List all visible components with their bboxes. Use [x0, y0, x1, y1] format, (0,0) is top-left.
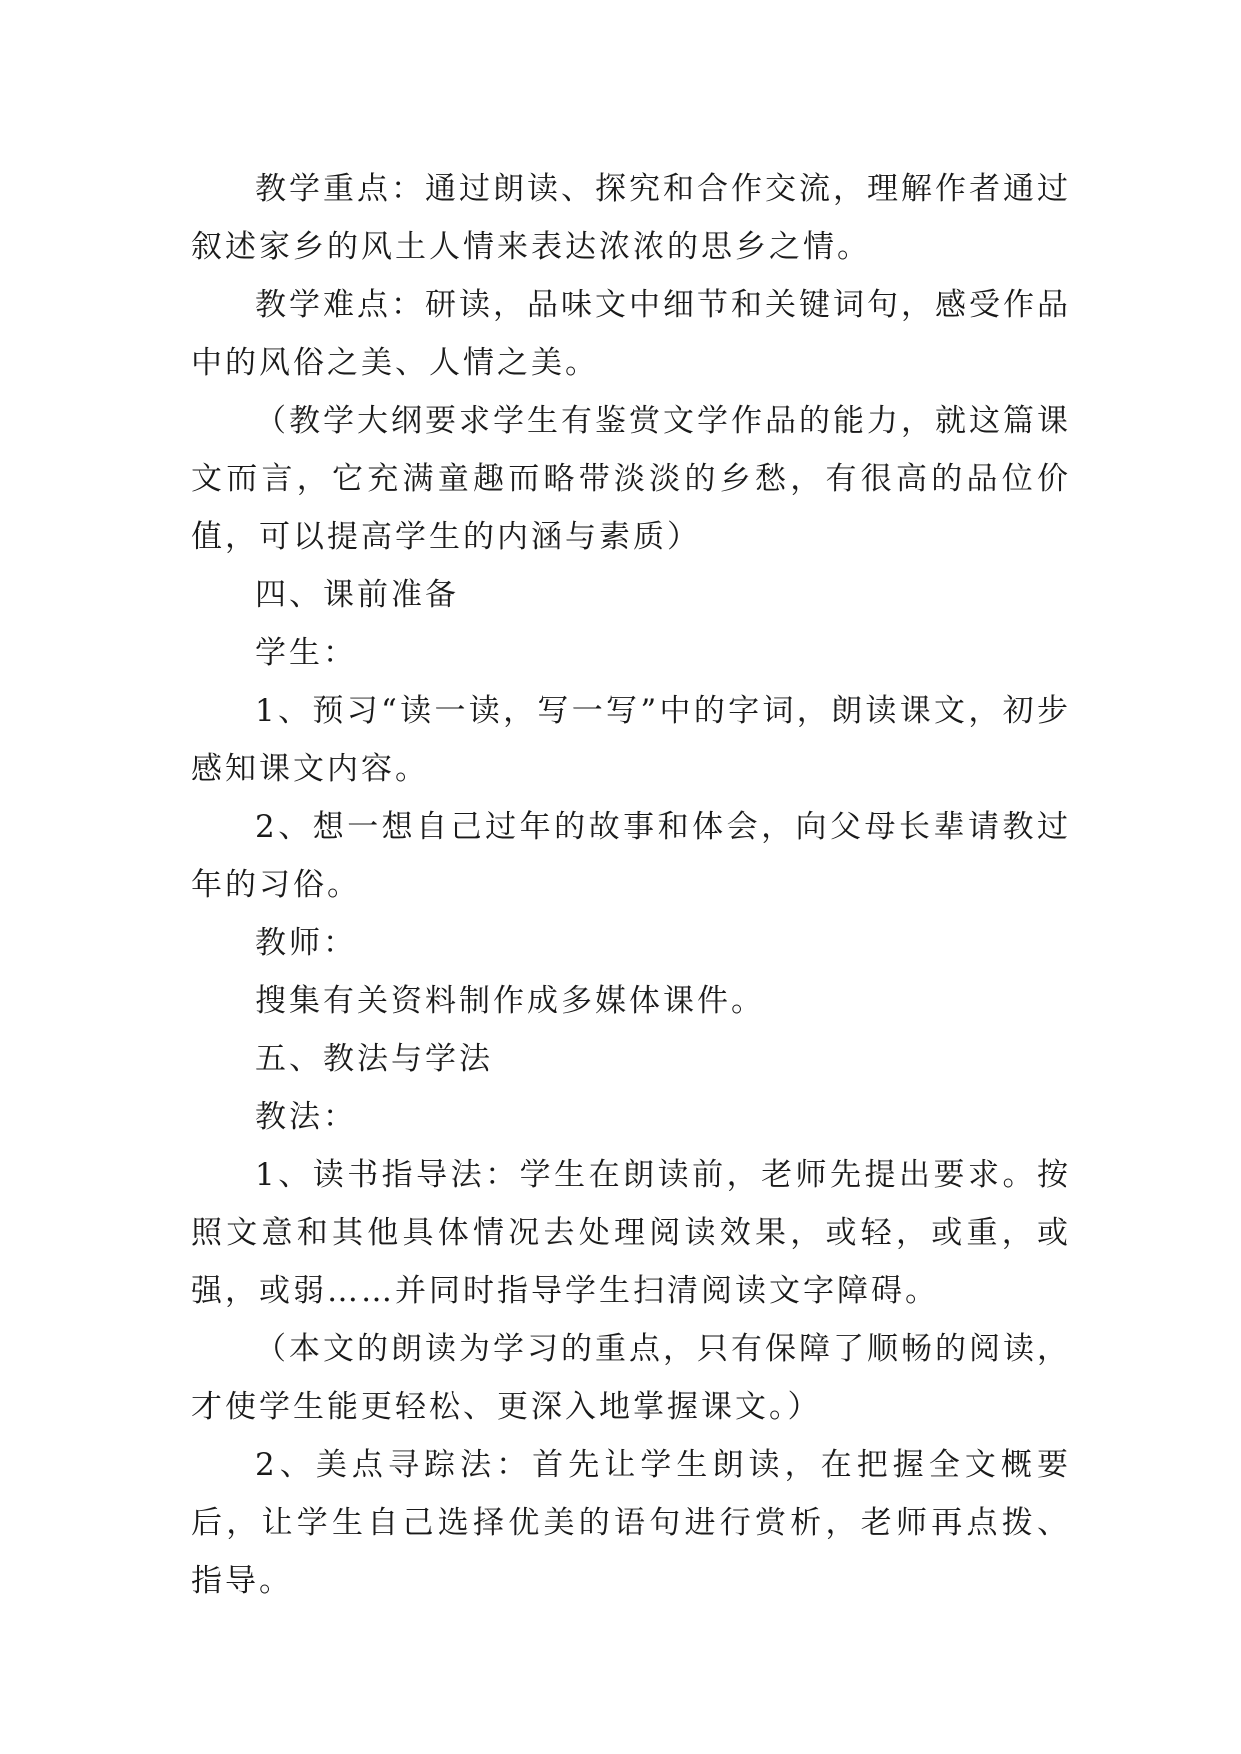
subheading-teacher: 教师： — [255, 925, 357, 961]
list-item-reading-guidance: 1、读书指导法：学生在朗读前，老师先提出要求。按照文意和其他具体情况去处理阅读效果，或轻，或重，或强，或弱……并同时指导学生扫清阅读文字障碍。 — [191, 1157, 1071, 1309]
paragraph-reading-note: （本文的朗读为学习的重点，只有保障了顺畅的阅读，才使学生能更轻松、更深入地掌握课文。） — [191, 1331, 1071, 1425]
document-body — [191, 160, 1071, 1610]
subheading-students: 学生： — [255, 635, 357, 671]
list-item-beauty-tracing: 2、美点寻踪法：首先让学生朗读，在把握全文概要后，让学生自己选择优美的语句进行赏析，老师再点拨、指导。 — [191, 1447, 1071, 1599]
paragraph-syllabus-note: （教学大纲要求学生有鉴赏文学作品的能力，就这篇课文而言，它充满童趣而略带淡淡的乡愁，有很高的品位价值，可以提高学生的内涵与素质） — [191, 403, 1071, 555]
section-heading-preparation: 四、课前准备 — [255, 577, 459, 613]
section-heading-methods: 五、教法与学法 — [255, 1041, 493, 1077]
list-item-preview: 1、预习“读一读，写一写”中的字词，朗读课文，初步感知课文内容。 — [191, 693, 1071, 787]
paragraph-teaching-difficulty: 教学难点：研读，品味文中细节和关键词句，感受作品中的风俗之美、人情之美。 — [191, 287, 1071, 381]
subheading-teaching-methods: 教法： — [255, 1099, 357, 1135]
paragraph-teacher-prep: 搜集有关资料制作成多媒体课件。 — [255, 983, 765, 1019]
paragraph-teaching-focus: 教学重点：通过朗读、探究和合作交流，理解作者通过叙述家乡的风土人情来表达浓浓的思乡之情。 — [191, 171, 1071, 265]
list-item-reflect: 2、想一想自己过年的故事和体会，向父母长辈请教过年的习俗。 — [191, 809, 1071, 903]
